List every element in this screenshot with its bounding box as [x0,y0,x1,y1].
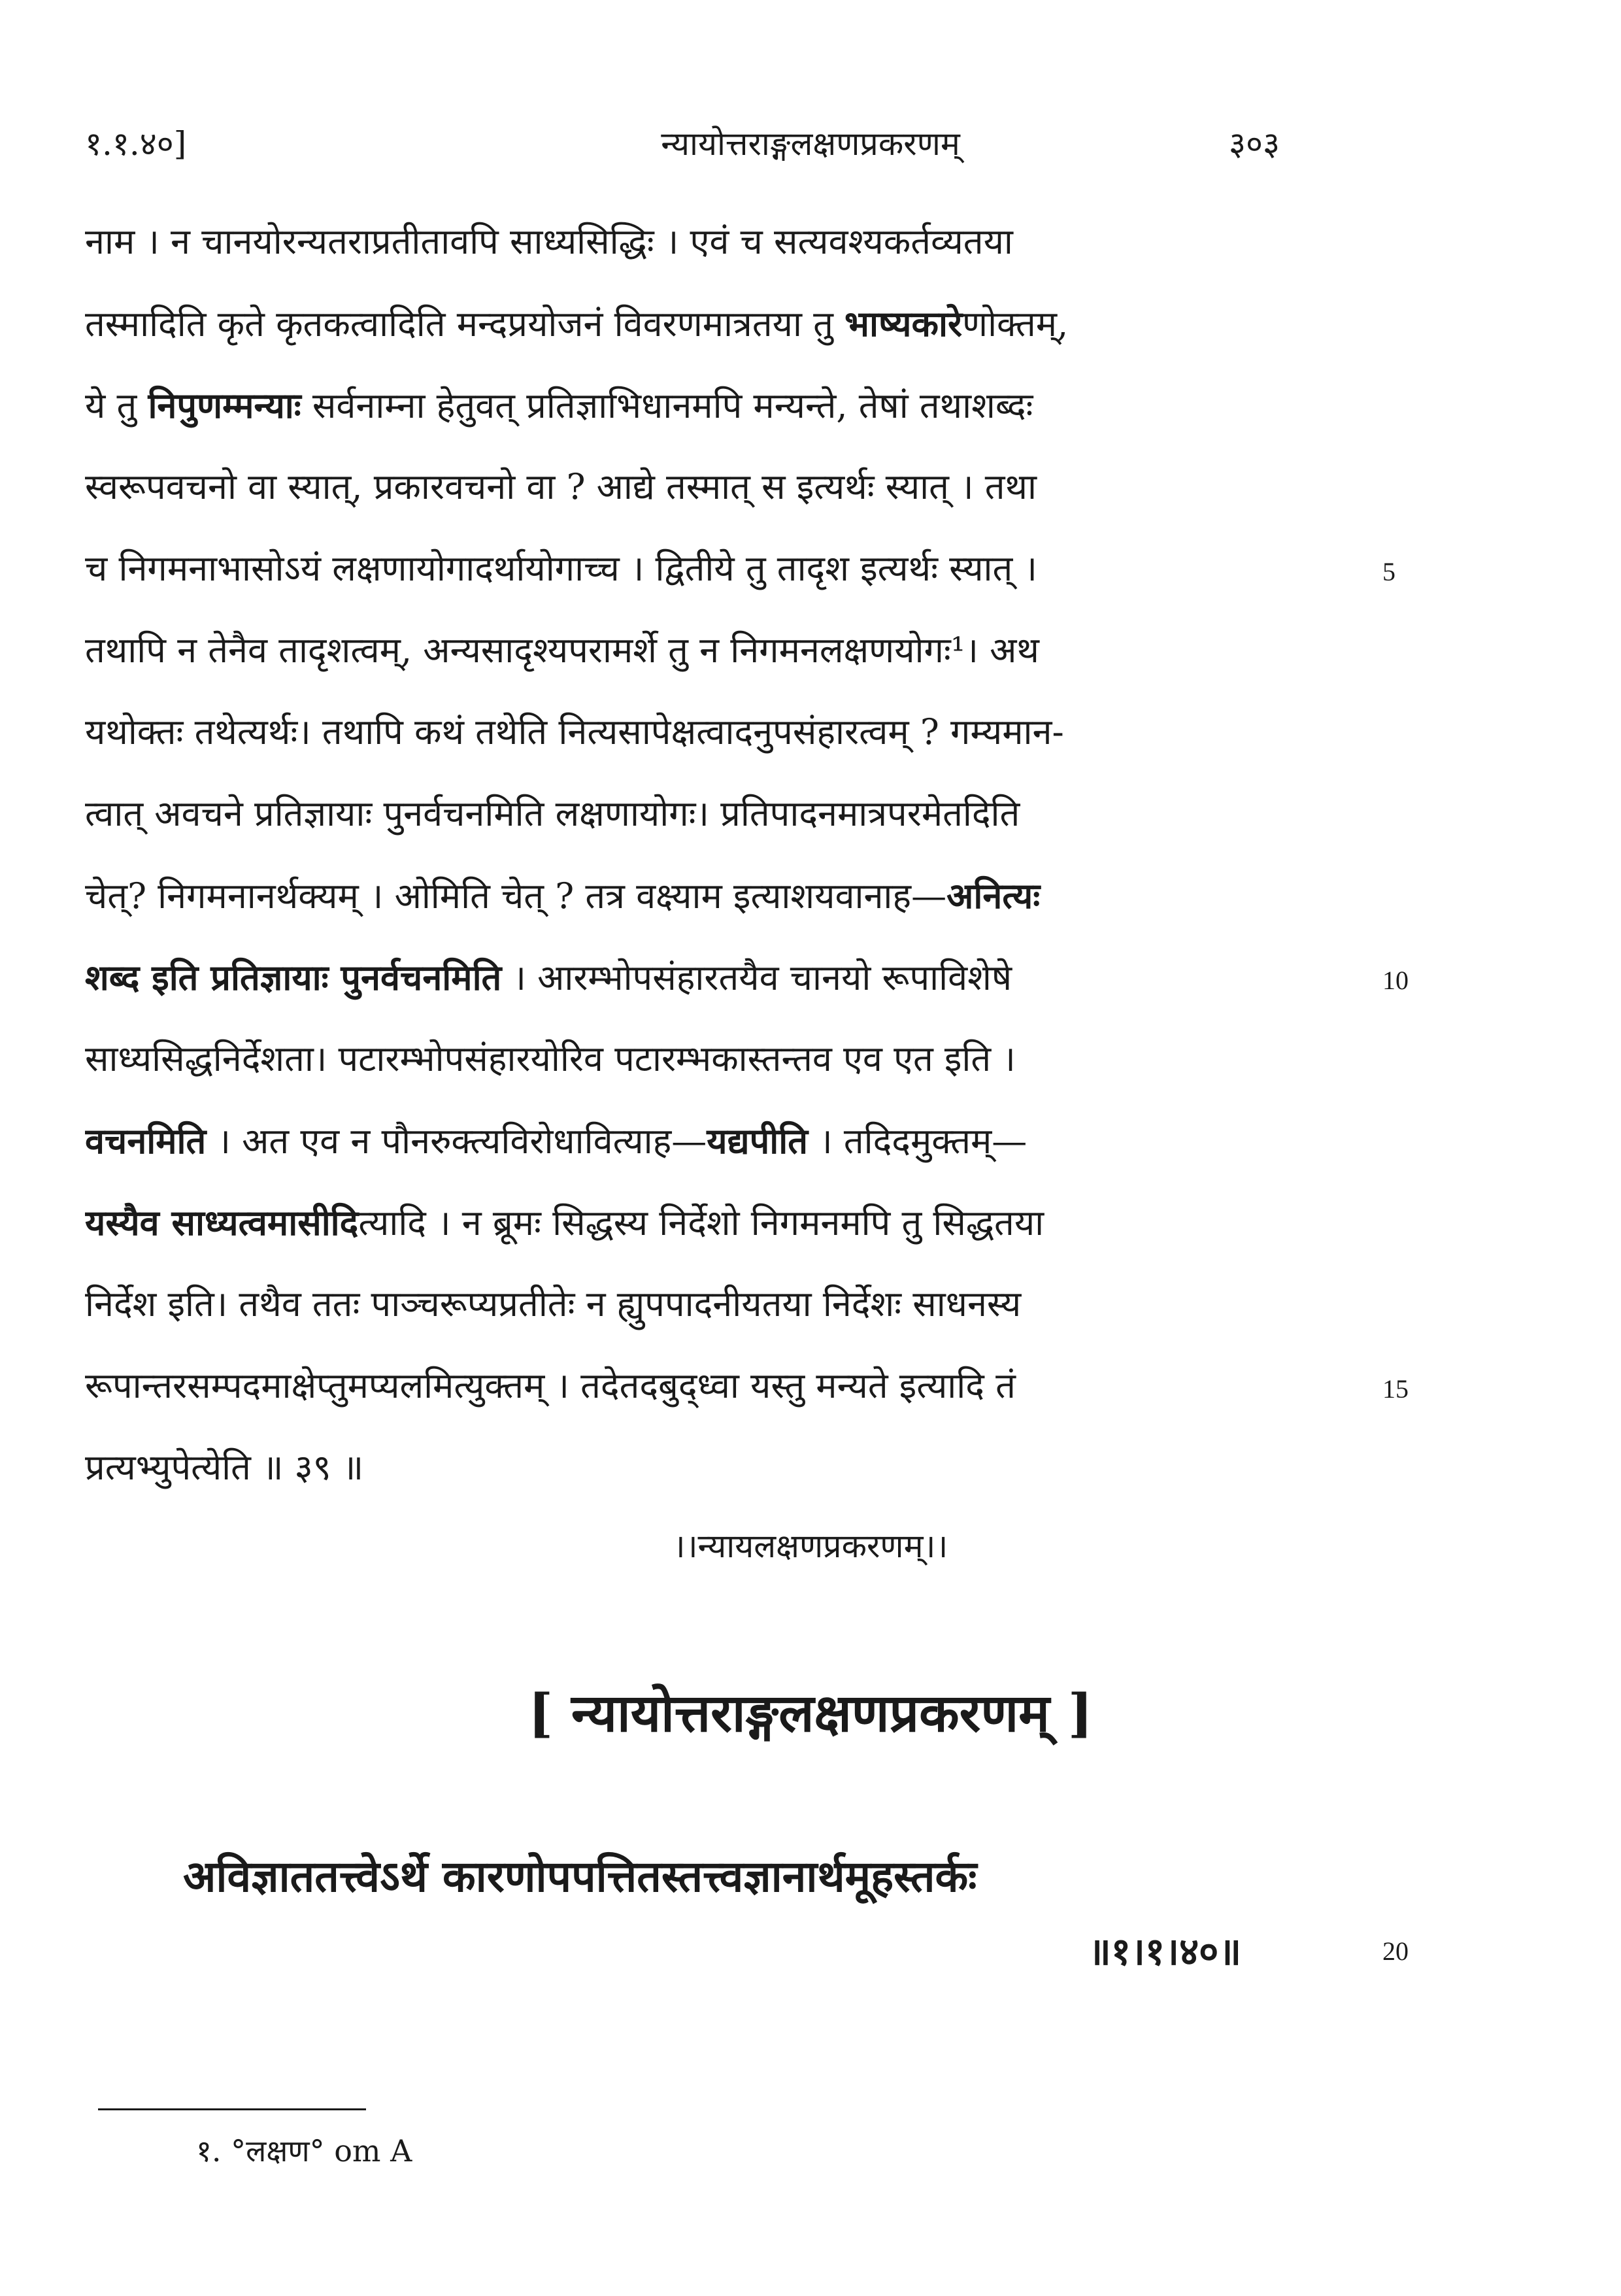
text-segment: साध्यसिद्धनिर्देशता। पटारम्भोपसंहारयोरिव पटारम्भकास्तन्तव एव एत इति । [85,1038,1016,1079]
line-number-5: 5 [1382,557,1395,586]
text-segment: प्रत्यभ्युपेत्येति ॥ ३९ ॥ [85,1447,364,1488]
text-segment: । अत एव न पौनरुक्त्यविरोधावित्याह— [206,1121,707,1162]
text-line-14 [85,1278,1327,1330]
text-segment: तस्मादिति कृते कृतकत्वादिति मन्दप्रयोजनं विवरणमात्रतया तु [85,303,845,345]
text-segment: यथोक्तः तथेत्यर्थः। तथापि कथं तथेति नित्यसापेक्षत्वादनुपसंहारत्वम् ? गम्यमान- [85,711,1064,752]
text-segment: त्यादि । न ब्रूमः सिद्धस्य निर्देशो निगमनमपि तु सिद्धतया [358,1202,1044,1243]
bold-pratika: वचनमिति [85,1120,207,1162]
text-segment: सर्वनाम्ना हेतुवत् प्रतिज्ञाभिधानमपि मन्यन्ते, तेषां तथाशब्दः [301,385,1033,426]
text-segment: । तदिदमुक्तम्— [808,1121,1028,1162]
text-line-13 [85,1196,1327,1249]
text-segment: निर्देश इति। तथैव ततः पाञ्चरूप्यप्रतीतेः न ह्युपपादनीयतया निर्देशः साधनस्य [85,1283,1022,1325]
text-line-1 [85,216,1327,268]
text-line-6 [85,624,1327,677]
header-verse-ref: १.१.४०] [85,125,187,163]
text-line-16 [85,1442,1327,1494]
text-line-4 [85,461,1327,513]
bold-pratika: भाष्यकारे [844,303,963,345]
header-page-number: ३०३ [1229,125,1280,163]
text-line-12 [85,1115,1327,1168]
text-segment: त्वात् अवचने प्रतिज्ञायाः पुनर्वचनमिति लक्षणायोगः। प्रतिपादनमात्रपरमेतदिति [85,793,1020,834]
sutra-number: ॥१।१।४०॥ [1088,1929,1242,1974]
section-end-marker: ।।न्यायलक्षणप्रकरणम्।। [673,1527,948,1565]
line-number-10: 10 [1382,966,1409,995]
footnote: १. °लक्षण° om A [196,2133,412,2169]
text-line-10 [85,951,1327,1004]
text-line-8 [85,788,1327,840]
text-line-5 [85,543,1327,595]
text-line-15 [85,1360,1327,1412]
bold-pratika: शब्द इति प्रतिज्ञायाः पुनर्वचनमिति [85,956,502,998]
text-line-11 [85,1033,1327,1085]
text-segment: च निगमनाभासोऽयं लक्षणायोगादर्थायोगाच्च । द्वितीये तु तादृश इत्यर्थः स्यात् । [85,548,1037,589]
text-line-7 [85,706,1327,758]
text-segment: ये तु [85,385,148,426]
text-line-2 [85,297,1327,350]
text-segment: नाम । न चानयोरन्यतराप्रतीतावपि साध्यसिद्धिः । एवं च सत्यवश्यकर्तव्यतया [85,221,1013,262]
bold-pratika: यद्यपीति [707,1120,809,1162]
text-segment: रूपान्तरसम्पदमाक्षेप्तुमप्यलमित्युक्तम् । तदेतदबुद्ध्वा यस्तु मन्यते इत्यादि तं [85,1365,1016,1406]
bold-pratika: निपुणम्मन्याः [148,384,301,426]
bold-pratika: अनित्यः [946,875,1041,917]
text-segment: णोक्तम्, [962,303,1069,345]
line-number-20: 20 [1382,1936,1409,1966]
text-segment: स्वरूपवचनो वा स्यात्, प्रकारवचनो वा ? आद्ये तस्मात् स इत्यर्थः स्यात् । तथा [85,466,1037,507]
text-segment: तथापि न तेनैव तादृशत्वम्, अन्यसादृश्यपरामर्शे तु न निगमनलक्षणयोगः¹। अथ [85,630,1039,671]
section-heading: [ न्यायोत्तराङ्गलक्षणप्रकरणम् ] [528,1682,1093,1744]
line-number-15: 15 [1382,1374,1409,1404]
footnote-divider [98,2108,366,2110]
sutra-text: अविज्ञाततत्त्वेऽर्थे कारणोपपत्तितस्तत्त्वज्ञानार्थमूहस्तर्कः [183,1851,977,1902]
text-line-3 [85,379,1327,432]
bold-pratika: यस्यैव साध्यत्वमासीदि [85,1202,359,1243]
header-running-title: न्यायोत्तराङ्गलक्षणप्रकरणम् [661,125,960,163]
text-line-9 [85,869,1327,922]
text-segment: । आरम्भोपसंहारतयैव चानयो रूपाविशेषे [501,957,1012,998]
text-segment: चेत्? निगमनानर्थक्यम् । ओमिति चेत् ? तत्र वक्ष्याम इत्याशयवानाह— [85,875,947,917]
